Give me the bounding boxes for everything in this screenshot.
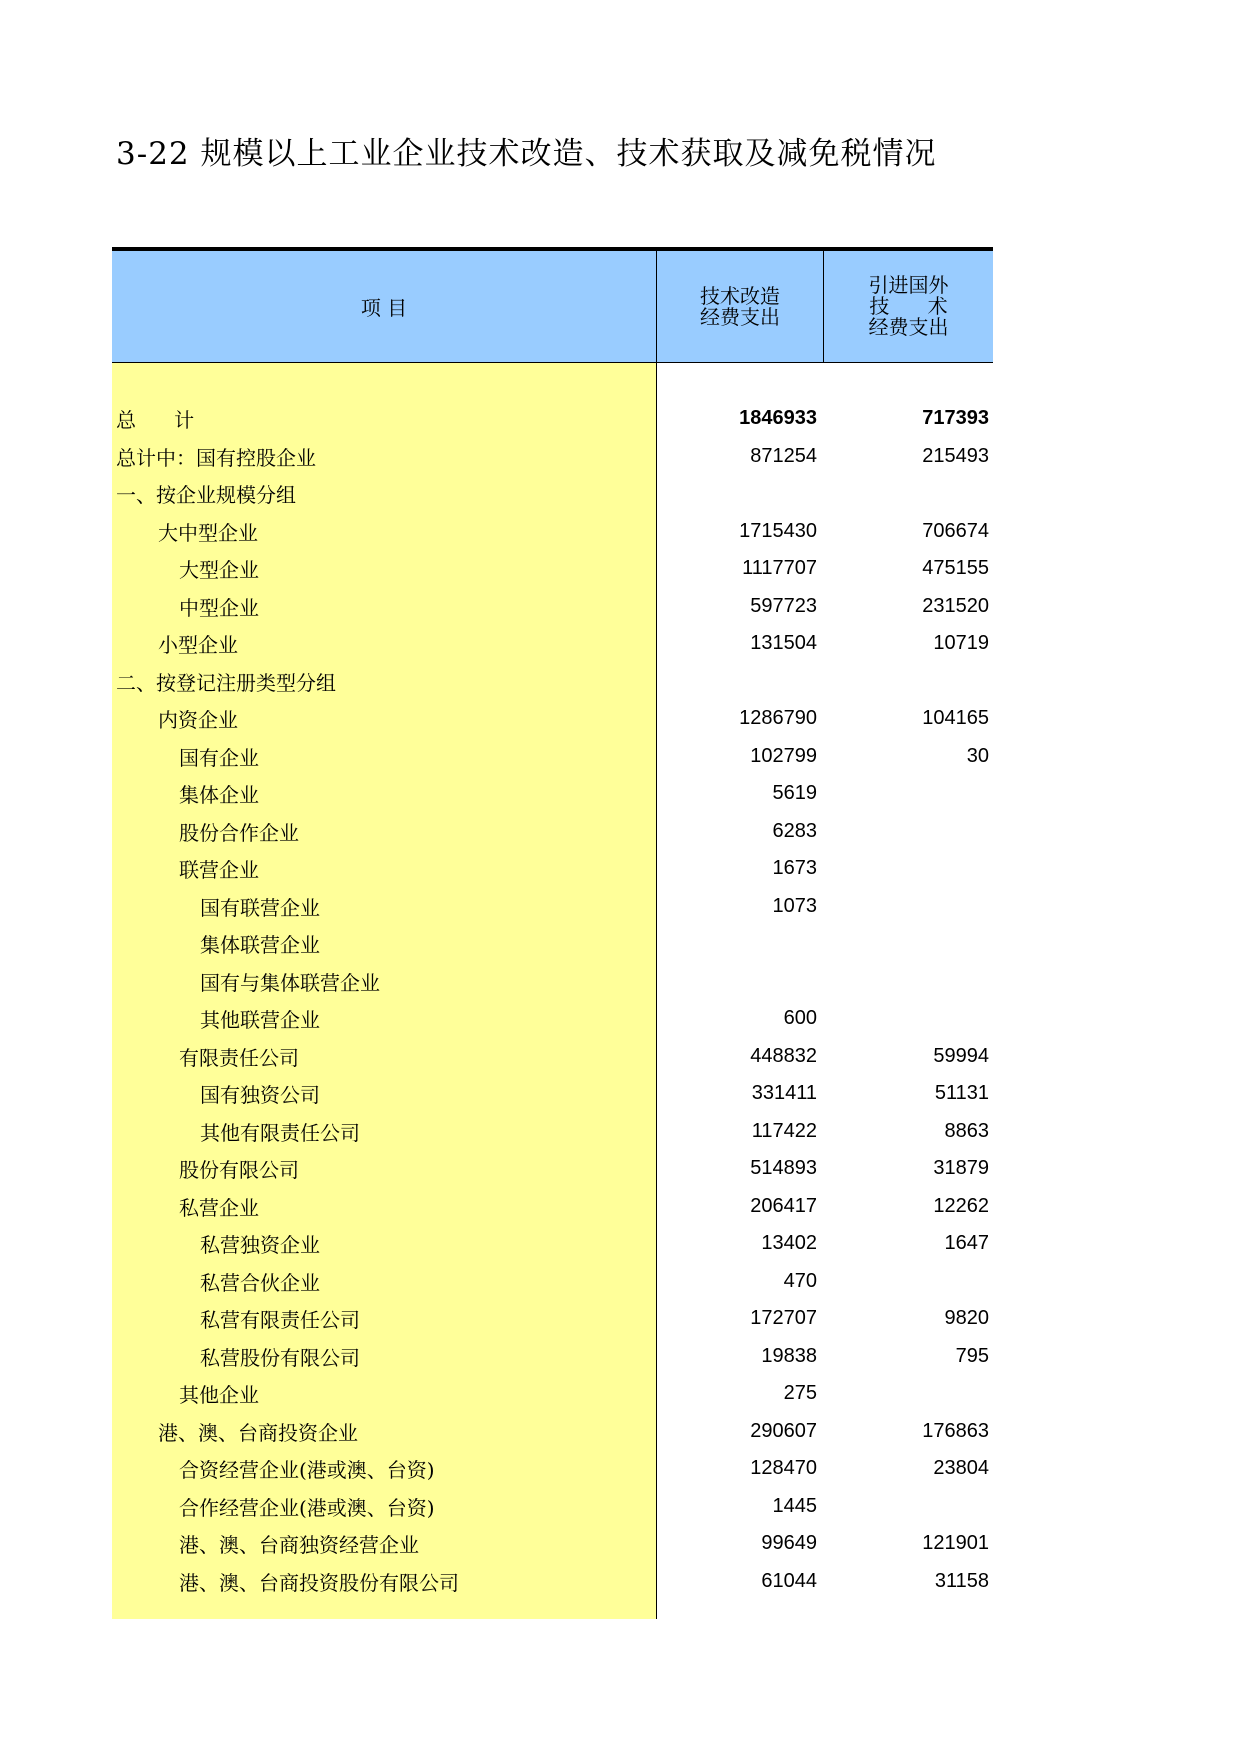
- header-item: [112, 251, 657, 362]
- foreign-tech-value: 8863: [944, 1119, 989, 1142]
- row-label: 总计中：国有控股企业: [116, 445, 316, 470]
- tech-renovation-value: 275: [783, 1382, 817, 1405]
- table-row: [112, 1525, 993, 1563]
- table-row: [112, 400, 993, 438]
- table-row: [112, 888, 993, 926]
- table-row: [112, 513, 993, 551]
- row-label: 内资企业: [158, 708, 238, 733]
- header-col2-line: 技 术: [869, 294, 948, 318]
- foreign-tech-value: 121901: [922, 1532, 989, 1555]
- table-row: [112, 625, 993, 663]
- foreign-tech-value: 795: [955, 1344, 989, 1367]
- table-row: [112, 475, 993, 513]
- tech-renovation-value: 19838: [761, 1344, 817, 1367]
- table-row: [112, 963, 993, 1001]
- row-label: 国有独资公司: [200, 1083, 320, 1108]
- foreign-tech-value: 475155: [922, 557, 989, 580]
- row-label: 港、澳、台商投资企业: [158, 1420, 358, 1445]
- row-label: 大型企业: [179, 558, 259, 583]
- table-row: [112, 1075, 993, 1113]
- foreign-tech-value: 9820: [944, 1307, 989, 1330]
- table-body: [112, 363, 993, 1619]
- tech-renovation-value: 1117707: [742, 557, 817, 580]
- tech-renovation-value: 1286790: [739, 707, 817, 730]
- foreign-tech-value: 12262: [933, 1194, 989, 1217]
- tech-renovation-value: 99649: [761, 1532, 817, 1555]
- row-label: 二、按登记注册类型分组: [116, 670, 336, 695]
- foreign-tech-value: 51131: [934, 1082, 989, 1105]
- row-label: 其他企业: [179, 1383, 259, 1408]
- header-col1: [657, 251, 824, 362]
- foreign-tech-value: 1647: [944, 1232, 989, 1255]
- row-label: 合作经营企业(港或澳、台资): [179, 1495, 435, 1520]
- table-row: [112, 850, 993, 888]
- table-row: [112, 1488, 993, 1526]
- row-label: 私营企业: [179, 1195, 259, 1220]
- row-label: 股份有限公司: [179, 1158, 299, 1183]
- header-col1-line: 技术改造: [700, 283, 780, 308]
- row-label: 大中型企业: [158, 520, 258, 545]
- foreign-tech-value: 104165: [922, 707, 989, 730]
- tech-renovation-value: 600: [783, 1007, 817, 1030]
- tech-renovation-value: 1846933: [739, 407, 817, 430]
- foreign-tech-value: 23804: [933, 1457, 989, 1480]
- row-label: 港、澳、台商投资股份有限公司: [179, 1570, 459, 1595]
- row-label: 其他有限责任公司: [200, 1120, 360, 1145]
- table-row: [112, 1263, 993, 1301]
- foreign-tech-value: 30: [966, 744, 989, 767]
- table-header: [112, 251, 993, 363]
- header-item-label: 项 目: [360, 296, 408, 320]
- tech-renovation-value: 102799: [750, 744, 817, 767]
- tech-renovation-value: 61044: [761, 1569, 817, 1592]
- row-label: 总 计: [116, 408, 195, 433]
- row-label: 中型企业: [179, 595, 259, 620]
- row-label: 集体联营企业: [200, 933, 320, 958]
- table-row: [112, 1300, 993, 1338]
- foreign-tech-value: 31158: [934, 1569, 989, 1592]
- row-label: 私营独资企业: [200, 1233, 320, 1258]
- header-col2: [824, 251, 993, 362]
- row-label: 国有联营企业: [200, 895, 320, 920]
- table-row: [112, 1113, 993, 1151]
- tech-renovation-value: 6283: [772, 819, 817, 842]
- table-row: [112, 813, 993, 851]
- table-row: [112, 550, 993, 588]
- tech-renovation-value: 5619: [772, 782, 817, 805]
- tech-renovation-value: 290607: [750, 1419, 817, 1442]
- foreign-tech-value: 10719: [933, 632, 989, 655]
- tech-renovation-value: 331411: [751, 1082, 817, 1105]
- table-row: [112, 1000, 993, 1038]
- table-row: [112, 1375, 993, 1413]
- table-row: [112, 700, 993, 738]
- table-row: [112, 588, 993, 626]
- tech-renovation-value: 448832: [750, 1044, 817, 1067]
- row-label: 一、按企业规模分组: [116, 483, 296, 508]
- row-label: 有限责任公司: [179, 1045, 299, 1070]
- table-row: [112, 738, 993, 776]
- row-label: 合资经营企业(港或澳、台资): [179, 1458, 435, 1483]
- table-row: [112, 1038, 993, 1076]
- foreign-tech-value: 176863: [922, 1419, 989, 1442]
- foreign-tech-value: 31879: [933, 1157, 989, 1180]
- table-row: [112, 1413, 993, 1451]
- table-row: [112, 1450, 993, 1488]
- table-row: [112, 925, 993, 963]
- row-label: 私营有限责任公司: [200, 1308, 360, 1333]
- foreign-tech-value: 231520: [922, 594, 989, 617]
- table-row: [112, 438, 993, 476]
- tech-renovation-value: 1073: [772, 894, 817, 917]
- header-col2-line: 经费支出: [868, 315, 949, 339]
- page-title: 3-22 规模以上工业企业技术改造、技术获取及减免税情况: [116, 136, 937, 172]
- foreign-tech-value: 717393: [922, 407, 989, 430]
- row-label: 私营合伙企业: [200, 1270, 320, 1295]
- foreign-tech-value: 706674: [922, 519, 989, 542]
- table-row: [112, 1188, 993, 1226]
- row-label: 港、澳、台商独资经营企业: [179, 1533, 419, 1558]
- table-row: [112, 1563, 993, 1601]
- tech-renovation-value: 128470: [750, 1457, 817, 1480]
- row-label: 集体企业: [179, 783, 259, 808]
- table-row: [112, 663, 993, 701]
- foreign-tech-value: 215493: [922, 444, 989, 467]
- table-row: [112, 1150, 993, 1188]
- tech-renovation-value: 470: [783, 1269, 817, 1292]
- data-table: [112, 247, 993, 1619]
- tech-renovation-value: 1715430: [739, 519, 817, 542]
- row-label: 其他联营企业: [200, 1008, 320, 1033]
- tech-renovation-value: 871254: [750, 444, 817, 467]
- row-label: 小型企业: [158, 633, 238, 658]
- row-label: 私营股份有限公司: [200, 1345, 360, 1370]
- tech-renovation-value: 597723: [750, 594, 817, 617]
- tech-renovation-value: 131504: [750, 632, 817, 655]
- header-col1-line: 经费支出: [700, 304, 780, 329]
- row-label: 国有与集体联营企业: [200, 970, 380, 995]
- tech-renovation-value: 1673: [772, 857, 817, 880]
- table-row: [112, 775, 993, 813]
- row-label: 国有企业: [179, 745, 259, 770]
- foreign-tech-value: 59994: [933, 1044, 989, 1067]
- tech-renovation-value: 117422: [751, 1119, 817, 1142]
- table-row: [112, 1338, 993, 1376]
- table-row: [112, 1225, 993, 1263]
- tech-renovation-value: 172707: [750, 1307, 817, 1330]
- tech-renovation-value: 206417: [750, 1194, 817, 1217]
- row-label: 联营企业: [179, 858, 259, 883]
- tech-renovation-value: 13402: [761, 1232, 817, 1255]
- row-label: 股份合作企业: [179, 820, 299, 845]
- tech-renovation-value: 514893: [750, 1157, 817, 1180]
- header-col2-line: 引进国外: [868, 273, 949, 297]
- tech-renovation-value: 1445: [772, 1494, 817, 1517]
